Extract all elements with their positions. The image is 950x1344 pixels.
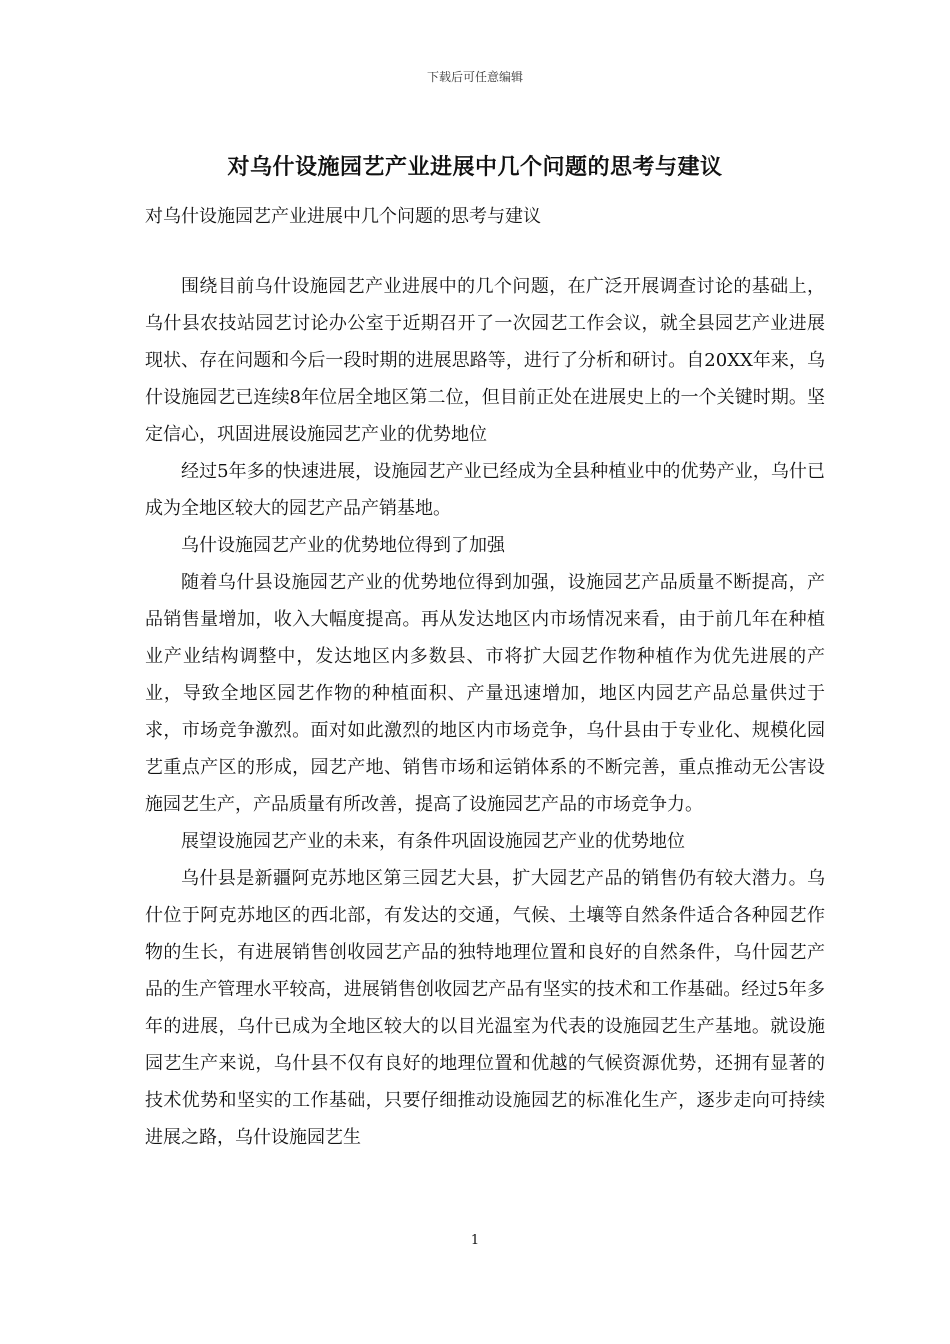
paragraph: 乌什县是新疆阿克苏地区第三园艺大县，扩大园艺产品的销售仍有较大潜力。乌什位于阿克苏地区的西北部，有发达的交通，气候、土壤等自然条件适合各种园艺作物的生长，有进展销售创收园艺产品的独特地理位置和良好的自然条件，乌什园艺产品的生产管理水平较高，进展销售创收园艺产品有坚实的技术和工作基础。经过5年多年的进展，乌什已成为全地区较大的以目光温室为代表的设施园艺生产基地。就设施园艺生产来说，乌什县不仅有良好的地理位置和优越的气候资源优势，还拥有显著的技术优势和坚实的工作基础，只要仔细推动设施园艺的标准化生产，逐步走向可持续进展之路，乌什设施园艺生 [145, 868, 825, 1148]
page-number: 1 [470, 1233, 480, 1248]
section-heading: 乌什设施园艺产业的优势地位得到了加强 [181, 535, 505, 556]
document-subtitle: 对乌什设施园艺产业进展中几个问题的思考与建议 [145, 206, 541, 227]
paragraph: 经过5年多的快速进展，设施园艺产业已经成为全县种植业中的优势产业，乌什已成为全地区较大的园艺产品产销基地。 [145, 461, 825, 519]
header-note: 下载后可任意编辑 [426, 70, 523, 84]
document-title: 对乌什设施园艺产业进展中几个问题的思考与建议 [227, 154, 723, 180]
paragraph: 围绕目前乌什设施园艺产业进展中的几个问题，在广泛开展调查讨论的基础上，乌什县农技站园艺讨论办公室于近期召开了一次园艺工作会议，就全县园艺产业进展现状、存在问题和今后一段时期的进展思路等，进行了分析和研讨。自20XX年来，乌什设施园艺已连续8年位居全地区第二位，但目前正处在进展史上的一个关键时期。坚定信心，巩固进展设施园艺产业的优势地位 [145, 276, 825, 445]
paragraph: 随着乌什县设施园艺产业的优势地位得到加强，设施园艺产品质量不断提高，产品销售量增加，收入大幅度提高。再从发达地区内市场情况来看，由于前几年在种植业产业结构调整中，发达地区内多数县、市将扩大园艺作物种植作为优先进展的产业，导致全地区园艺作物的种植面积、产量迅速增加，地区内园艺产品总量供过于求，市场竞争激烈。面对如此激烈的地区内市场竞争，乌什县由于专业化、规模化园艺重点产区的形成，园艺产地、销售市场和运销体系的不断完善，重点推动无公害设施园艺生产，产品质量有所改善，提高了设施园艺产品的市场竞争力。 [145, 572, 825, 815]
section-heading: 展望设施园艺产业的未来，有条件巩固设施园艺产业的优势地位 [181, 831, 685, 852]
document-body [145, 268, 825, 1156]
